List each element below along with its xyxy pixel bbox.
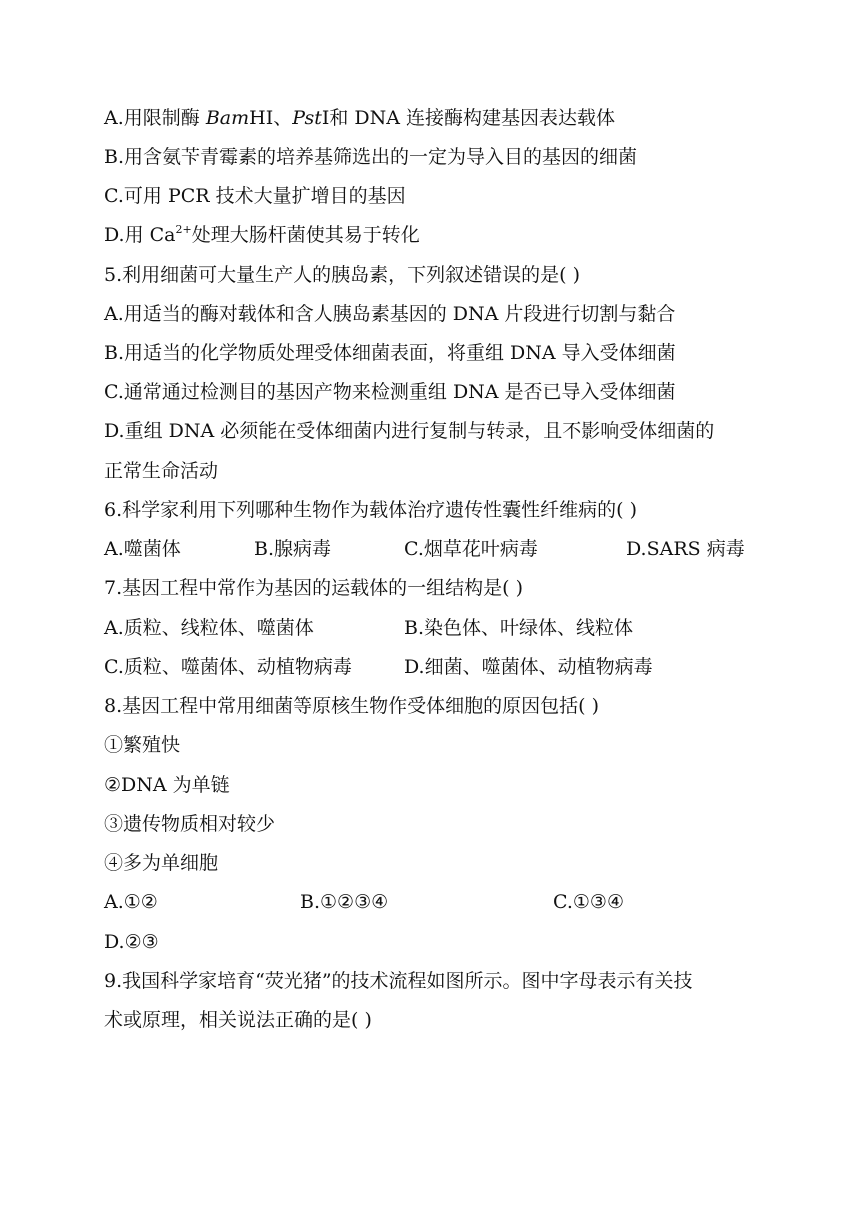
q8-option-c: C.①③④ xyxy=(553,891,624,913)
q7-option-a: A.质粒、线粒体、噬菌体 xyxy=(104,617,314,639)
q6-stem: 6.科学家利用下列哪种生物作为载体治疗遗传性囊性纤维病的( ) xyxy=(104,499,637,521)
q5-option-c: C.通常通过检测目的基因产物来检测重组 DNA 是否已导入受体细菌 xyxy=(104,381,676,403)
q9-stem-line2: 术或原理，相关说法正确的是( ) xyxy=(104,1009,372,1031)
q4-option-a-suffix: Ⅰ和 DNA 连接酶构建基因表达载体 xyxy=(321,107,616,129)
q8-item-4: ④多为单细胞 xyxy=(104,852,219,874)
q6-option-d: D.SARS 病毒 xyxy=(626,538,745,560)
q4-option-c: C.可用 PCR 技术大量扩增目的基因 xyxy=(104,185,406,207)
q6-option-c: C.烟草花叶病毒 xyxy=(404,538,538,560)
q8-item-3: ③遗传物质相对较少 xyxy=(104,813,276,835)
q5-option-a: A.用适当的酶对载体和含人胰岛素基因的 DNA 片段进行切割与黏合 xyxy=(104,303,676,325)
q7-stem: 7.基因工程中常作为基因的运载体的一组结构是( ) xyxy=(104,577,523,599)
q4-option-d xyxy=(104,222,420,248)
q5-option-d-line2: 正常生命活动 xyxy=(104,460,219,482)
q4-option-d-suffix: 处理大肠杆菌使其易于转化 xyxy=(191,224,420,246)
q8-option-b: B.①②③④ xyxy=(300,891,389,913)
q8-stem: 8.基因工程中常用细菌等原核生物作受体细胞的原因包括( ) xyxy=(104,695,599,717)
q4-option-a-mid: HⅠ、 xyxy=(249,107,293,129)
q9-stem-line1: 9.我国科学家培育“荧光猪”的技术流程如图所示。图中字母表示有关技 xyxy=(104,970,693,992)
q6-option-a: A.噬菌体 xyxy=(104,538,181,560)
q6-option-b: B.腺病毒 xyxy=(254,538,332,560)
q5-option-b: B.用适当的化学物质处理受体细菌表面，将重组 DNA 导入受体细菌 xyxy=(104,342,676,364)
q7-option-b: B.染色体、叶绿体、线粒体 xyxy=(404,617,634,639)
q7-option-d: D.细菌、噬菌体、动植物病毒 xyxy=(404,656,653,678)
q8-option-d: D.②③ xyxy=(104,931,159,953)
q4-option-a-prefix: A.用限制酶 xyxy=(104,107,206,129)
enzyme-pst: Pst xyxy=(292,107,322,129)
q5-stem: 5.利用细菌可大量生产人的胰岛素，下列叙述错误的是( ) xyxy=(104,264,580,286)
q8-item-1: ①繁殖快 xyxy=(104,734,181,756)
q8-option-a: A.①② xyxy=(104,891,158,913)
q4-option-b: B.用含氨苄青霉素的培养基筛选出的一定为导入目的基因的细菌 xyxy=(104,146,638,168)
ion-charge: 2+ xyxy=(175,223,192,236)
q7-option-c: C.质粒、噬菌体、动植物病毒 xyxy=(104,656,352,678)
q4-option-a xyxy=(104,105,615,131)
q4-option-d-prefix: D.用 Ca xyxy=(104,224,176,246)
enzyme-bam: Bam xyxy=(205,107,250,129)
q8-item-2: ②DNA 为单链 xyxy=(104,774,230,796)
q5-option-d-line1: D.重组 DNA 必须能在受体细菌内进行复制与转录，且不影响受体细菌的 xyxy=(104,420,715,442)
